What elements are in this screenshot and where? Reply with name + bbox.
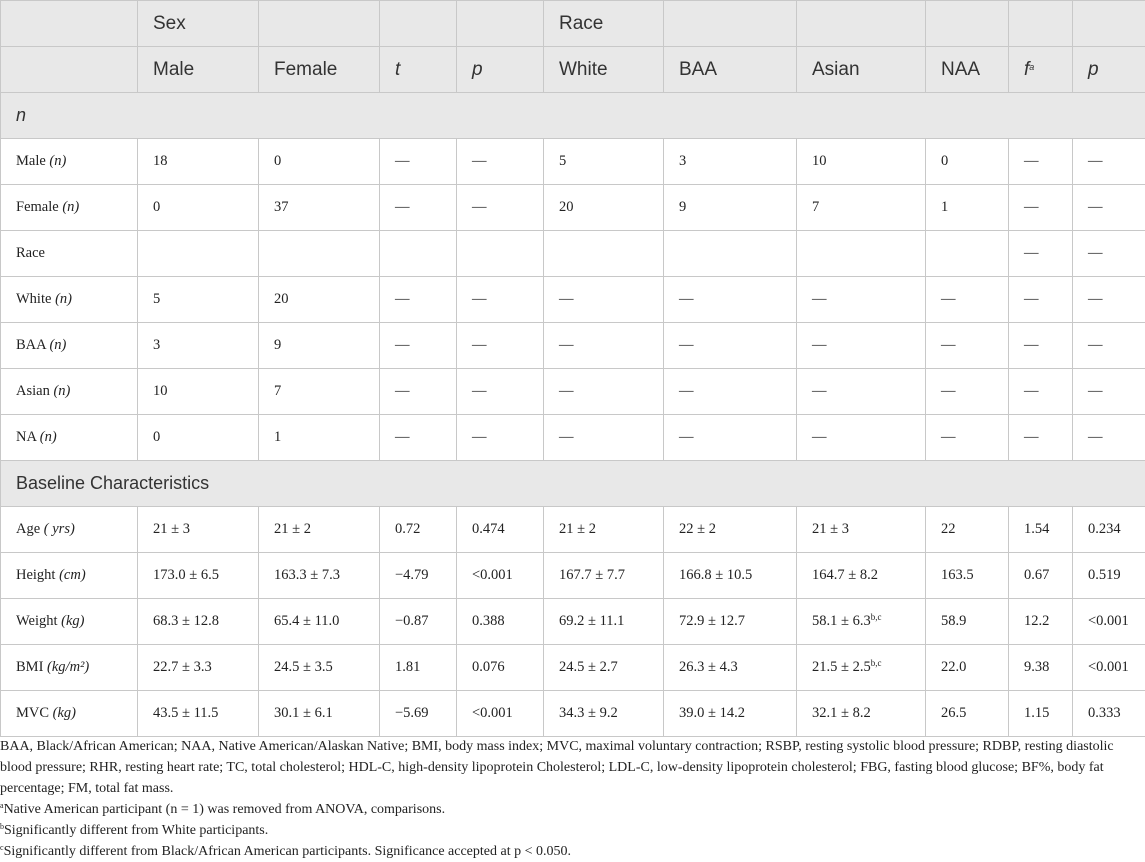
col-baa: BAA [664, 47, 797, 93]
table-cell: 21 ± 3 [138, 507, 259, 553]
table-cell: 3 [138, 323, 259, 369]
footnote-c: $^c$Significantly different from Black/African American participants. Significance accepted at p < 0.050. [0, 843, 571, 859]
table-cell: 10 [797, 139, 926, 185]
col-p: p [457, 47, 544, 93]
table-cell: 0 [926, 139, 1009, 185]
table-cell [380, 231, 457, 277]
table-cell [664, 231, 797, 277]
table-cell: 166.8 ± 10.5 [664, 553, 797, 599]
table-cell: 173.0 ± 6.5 [138, 553, 259, 599]
table-cell: — [1073, 139, 1145, 185]
table-cell: 0.388 [457, 599, 544, 645]
table-row [1, 553, 1145, 599]
table-cell: 21 ± 2 [259, 507, 380, 553]
table-cell: 65.4 ± 11.0 [259, 599, 380, 645]
col-naa: NAA [926, 47, 1009, 93]
table-cell: 30.1 ± 6.1 [259, 691, 380, 737]
table-row [1, 415, 1145, 461]
table-cell: — [664, 415, 797, 461]
table-cell: 7 [259, 369, 380, 415]
table-cell: <0.001 [457, 691, 544, 737]
table-cell: — [1009, 415, 1073, 461]
row-label: Asian (n) [1, 369, 138, 415]
table-cell [926, 231, 1009, 277]
table-row [1, 507, 1145, 553]
table-cell [544, 231, 664, 277]
table-cell: 163.5 [926, 553, 1009, 599]
table-cell [138, 231, 259, 277]
col-f: $f^a$ [1009, 47, 1073, 93]
table-cell: 12.2 [1009, 599, 1073, 645]
col-p-anova: p [1073, 47, 1145, 93]
table-cell: 0.67 [1009, 553, 1073, 599]
table-cell: — [1073, 277, 1145, 323]
table-cell: 5 [544, 139, 664, 185]
table-row [1, 645, 1145, 691]
table-cell: — [457, 415, 544, 461]
table-cell: <0.001 [457, 553, 544, 599]
table-cell: — [1009, 231, 1073, 277]
table-cell: 68.3 ± 12.8 [138, 599, 259, 645]
table-cell [797, 231, 926, 277]
table-cell: 22.7 ± 3.3 [138, 645, 259, 691]
table-cell: — [1009, 369, 1073, 415]
table-cell: — [544, 277, 664, 323]
table-cell: — [797, 415, 926, 461]
table-cell: 34.3 ± 9.2 [544, 691, 664, 737]
table-cell: — [544, 323, 664, 369]
row-label: White (n) [1, 277, 138, 323]
table-cell: — [457, 369, 544, 415]
table-row [1, 231, 1145, 277]
table-cell: 0.72 [380, 507, 457, 553]
table-cell: 26.5 [926, 691, 1009, 737]
table-cell: 72.9 ± 12.7 [664, 599, 797, 645]
table-cell: 43.5 ± 11.5 [138, 691, 259, 737]
table-cell: $58.1 \pm 6.3^{b,c}$ [797, 599, 926, 645]
table-cell: 1 [259, 415, 380, 461]
table-row [1, 185, 1145, 231]
table-cell: — [664, 369, 797, 415]
table-cell: — [380, 139, 457, 185]
table-cell [457, 231, 544, 277]
table-cell: — [1009, 139, 1073, 185]
table-cell: 0 [138, 185, 259, 231]
table-cell: $21.5 \pm 2.5^{b,c}$ [797, 645, 926, 691]
row-label: MVC (kg) [1, 691, 138, 737]
table-cell: — [457, 277, 544, 323]
table-cell: 10 [138, 369, 259, 415]
table-cell: — [380, 369, 457, 415]
table-cell: — [1009, 185, 1073, 231]
table-cell: 5 [138, 277, 259, 323]
table-cell: 9 [664, 185, 797, 231]
col-white: White [544, 47, 664, 93]
table-cell: −4.79 [380, 553, 457, 599]
table-cell: 21 ± 3 [797, 507, 926, 553]
table-cell: 1.81 [380, 645, 457, 691]
row-label: Female (n) [1, 185, 138, 231]
section-row-n [1, 93, 1145, 139]
table-cell: — [664, 323, 797, 369]
table-cell: 164.7 ± 8.2 [797, 553, 926, 599]
table-row [1, 599, 1145, 645]
table-row [1, 277, 1145, 323]
table-cell: — [1073, 185, 1145, 231]
table-cell: 163.3 ± 7.3 [259, 553, 380, 599]
row-label: BMI (kg/m²) [1, 645, 138, 691]
table-cell: 1.54 [1009, 507, 1073, 553]
header-race: Race [544, 1, 664, 47]
row-label: Height (cm) [1, 553, 138, 599]
table-cell: — [457, 139, 544, 185]
table-cell: 69.2 ± 11.1 [544, 599, 664, 645]
table-cell: 37 [259, 185, 380, 231]
table-row [1, 139, 1145, 185]
section-baseline-label: Baseline Characteristics [1, 461, 1145, 507]
table-cell: — [1073, 323, 1145, 369]
table-cell: 22.0 [926, 645, 1009, 691]
table-cell: — [926, 415, 1009, 461]
table-cell: 32.1 ± 8.2 [797, 691, 926, 737]
table-cell [259, 231, 380, 277]
table-cell: <0.001 [1073, 645, 1145, 691]
table-cell: 9.38 [1009, 645, 1073, 691]
table-cell: — [1009, 277, 1073, 323]
table-cell: — [926, 323, 1009, 369]
col-t: t [380, 47, 457, 93]
table-cell: 24.5 ± 3.5 [259, 645, 380, 691]
table-cell: — [457, 185, 544, 231]
table-cell: 18 [138, 139, 259, 185]
table-cell: — [544, 369, 664, 415]
header-empty [1, 1, 138, 47]
table-cell: 7 [797, 185, 926, 231]
table-cell: — [380, 323, 457, 369]
table-cell: 21 ± 2 [544, 507, 664, 553]
row-label: NA (n) [1, 415, 138, 461]
table-cell: 9 [259, 323, 380, 369]
row-label: BAA (n) [1, 323, 138, 369]
col-female: Female [259, 47, 380, 93]
group-header-row [1, 1, 1145, 47]
table-row [1, 369, 1145, 415]
table-footnotes [0, 736, 1130, 862]
table-cell: — [544, 415, 664, 461]
table-cell: — [380, 185, 457, 231]
table-cell: 39.0 ± 14.2 [664, 691, 797, 737]
table-cell: 20 [259, 277, 380, 323]
table-cell: — [380, 277, 457, 323]
table-cell: 0.519 [1073, 553, 1145, 599]
row-label: Male (n) [1, 139, 138, 185]
table-cell: 1.15 [1009, 691, 1073, 737]
row-label: Age ( yrs) [1, 507, 138, 553]
table-cell: — [926, 277, 1009, 323]
row-label: Race [1, 231, 138, 277]
table-cell: 26.3 ± 4.3 [664, 645, 797, 691]
row-label: Weight (kg) [1, 599, 138, 645]
table-cell: 0.076 [457, 645, 544, 691]
table-cell: 58.9 [926, 599, 1009, 645]
footnote-b: $^b$Significantly different from White participants. [0, 822, 269, 838]
table-cell: 0 [259, 139, 380, 185]
table-cell: — [797, 369, 926, 415]
table-cell: — [457, 323, 544, 369]
table-cell: 0 [138, 415, 259, 461]
table-row [1, 691, 1145, 737]
table-cell: — [664, 277, 797, 323]
table-cell: 1 [926, 185, 1009, 231]
table-cell: 167.7 ± 7.7 [544, 553, 664, 599]
table-cell: 0.474 [457, 507, 544, 553]
table-cell: — [797, 323, 926, 369]
col-asian: Asian [797, 47, 926, 93]
table-cell: 24.5 ± 2.7 [544, 645, 664, 691]
footnote-a: $^a$Native American participant (n = 1) was removed from ANOVA, comparisons. [0, 801, 446, 817]
table-cell: — [1009, 323, 1073, 369]
table-cell: −0.87 [380, 599, 457, 645]
column-header-row [1, 47, 1145, 93]
table-cell: — [1073, 369, 1145, 415]
table-cell: — [797, 277, 926, 323]
header-sex: Sex [138, 1, 259, 47]
table-cell: 22 [926, 507, 1009, 553]
table-cell: — [1073, 415, 1145, 461]
table-cell: 3 [664, 139, 797, 185]
section-row-baseline [1, 461, 1145, 507]
table-cell: 22 ± 2 [664, 507, 797, 553]
table-cell: 0.333 [1073, 691, 1145, 737]
table-cell: — [926, 369, 1009, 415]
table-cell: 20 [544, 185, 664, 231]
table-row [1, 323, 1145, 369]
table-cell: — [380, 415, 457, 461]
table-cell: −5.69 [380, 691, 457, 737]
section-n-label: n [1, 93, 1145, 139]
table-cell: — [1073, 231, 1145, 277]
table-cell: 0.234 [1073, 507, 1145, 553]
footnote-abbreviations: BAA, Black/African American; NAA, Native American/Alaskan Native; BMI, body mass index; MVC, maximal voluntary contraction; RSBP, resting systolic blood pressure; RDBP, resting diastolic blood pressure; RHR, resting heart rate; TC, total cholesterol; HDL-C, high-density lipoprotein Cholesterol; LDL-C, low-density lipoprotein cholesterol; FBG, fasting blood glucose; BF%, body fat percentage; FM, total fat mass. [0, 739, 1114, 796]
table-cell: <0.001 [1073, 599, 1145, 645]
col-male: Male [138, 47, 259, 93]
